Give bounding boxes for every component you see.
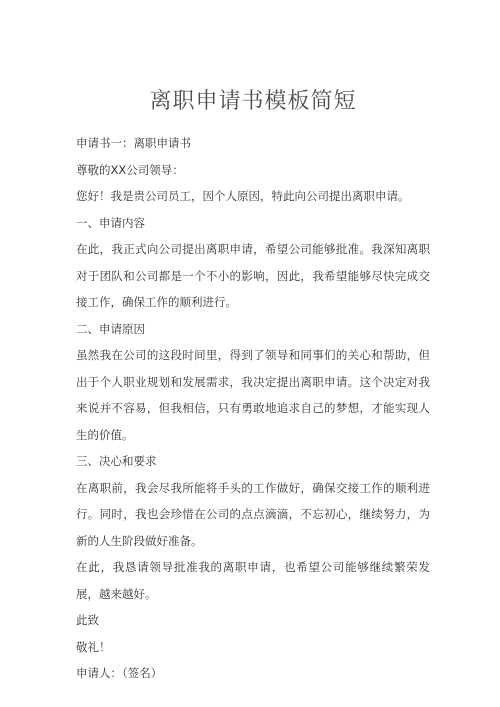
- paragraph-request: 在此，我恳请领导批准我的离职申请，也希望公司能够继续繁荣发展，越来越好。: [76, 560, 430, 601]
- paragraph-application-content: 在此，我正式向公司提出离职申请，希望公司能够批准。我深知离职对于团队和公司都是一个不小的影响，因此，我希望能够尽快完成交接工作，确保工作的顺利进行。: [76, 242, 430, 309]
- signature-line: 申请人：（签名）: [76, 666, 163, 680]
- greeting-paragraph: 您好！我是贵公司员工，因个人原因，特此向公司提出离职申请。: [76, 189, 410, 203]
- closing-line: 此致: [76, 613, 99, 627]
- heading-application-content: 一、申请内容: [76, 215, 145, 230]
- heading-application-reason: 二、申请原因: [76, 321, 145, 336]
- document-body: [76, 130, 430, 687]
- heading-determination: 三、决心和要求: [76, 454, 157, 468]
- paragraph-application-reason: 虽然我在公司的这段时间里，得到了领导和同事们的关心和帮助，但出于个人职业规划和发展需求，我决定提出离职申请。这个决定对我来说并不容易，但我相信，只有勇敢地追求自己的梦想，才能实现人生的价值。: [76, 348, 430, 442]
- closing-salute: 敬礼！: [76, 639, 111, 654]
- document-title: 离职申请书模板简短: [149, 89, 357, 114]
- salutation: 尊敬的XX公司领导：: [76, 162, 184, 177]
- paragraph-determination: 在离职前，我会尽我所能将手头的工作做好，确保交接工作的顺利进行。同时，我也会珍惜在公司的点点滴滴，不忘初心，继续努力，为新的人生阶段做好准备。: [76, 480, 430, 548]
- section-label: 申请书一：离职申请书: [76, 136, 191, 150]
